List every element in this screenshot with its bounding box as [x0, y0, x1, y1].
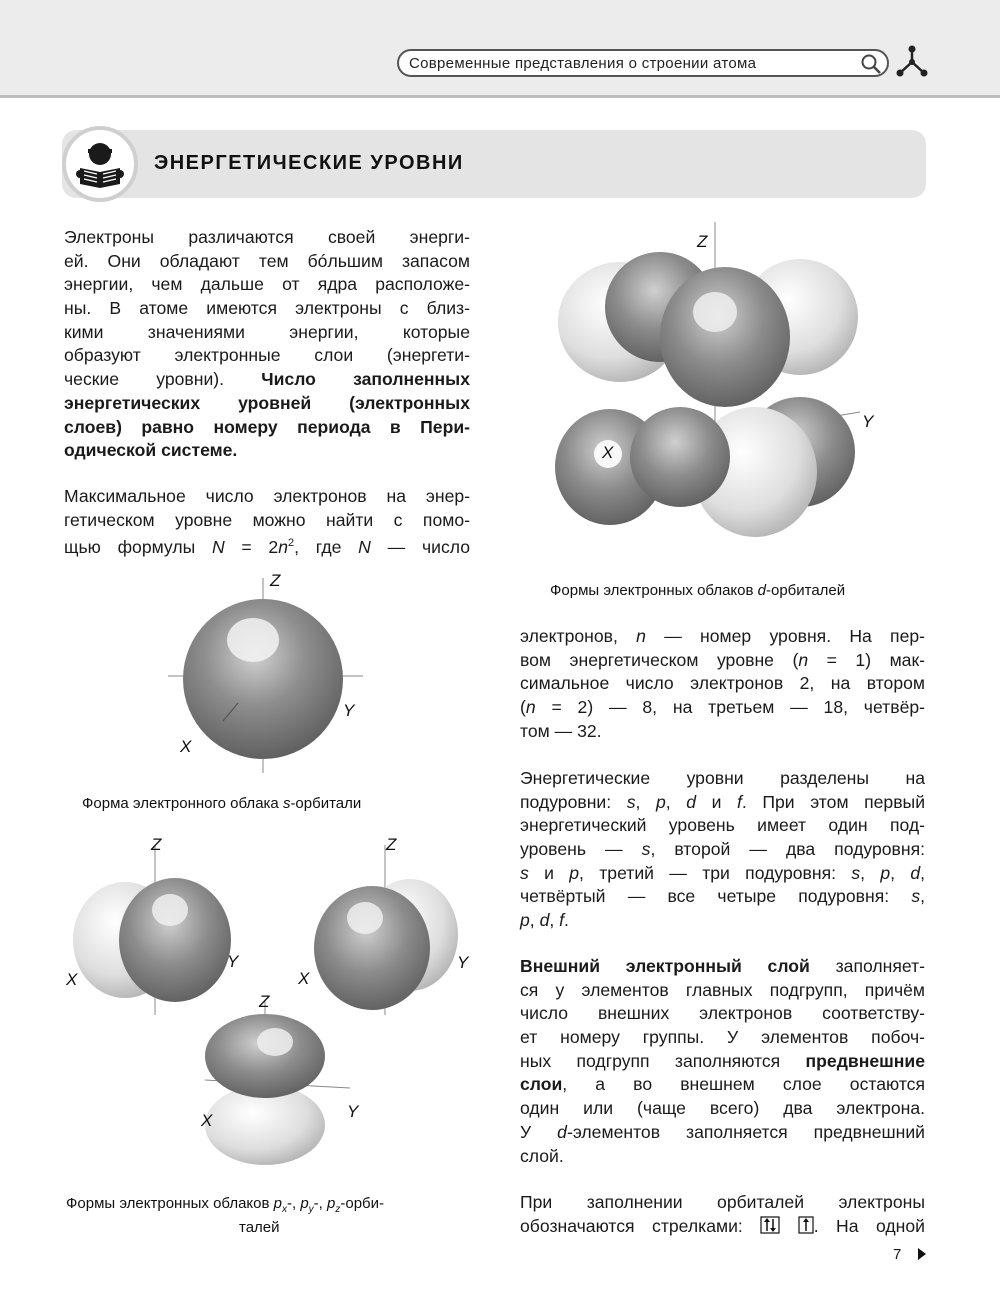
paragraph-arrows — [520, 1191, 925, 1238]
axis-label-z: Z — [697, 232, 708, 251]
text-line: вом энергетическом уровне (n = 1) мак- — [520, 649, 926, 670]
text-line: Максимальное число электронов на энер- — [64, 486, 470, 506]
axis-label-y: Y — [862, 412, 874, 431]
search-icon[interactable] — [859, 52, 883, 76]
single-electron-icon — [798, 1216, 814, 1234]
paragraph-energy-levels — [64, 226, 470, 463]
axis-label-z: Z — [259, 992, 270, 1011]
text-line: Электроны различаются своей энерги- — [64, 227, 470, 247]
axis-label-x: X — [602, 443, 614, 462]
text-line: один или (чаще всего) два электрона. — [520, 1098, 925, 1119]
p-orbitals-caption-line2: талей — [239, 1219, 280, 1236]
next-page-arrow-icon[interactable] — [917, 1247, 927, 1261]
text-line: При заполнении орбиталей электроны — [520, 1192, 925, 1212]
bold-text: энергетических уровней (электронных — [64, 392, 470, 413]
text-line: ет номеру группы. У элементов побоч- — [520, 1027, 925, 1048]
axis-label-x: X — [66, 970, 78, 989]
section-title: ЭНЕРГЕТИЧЕСКИЕ УРОВНИ — [154, 152, 464, 174]
text-line: кими значениями энергии, которые — [64, 321, 470, 342]
s-orbital-caption: Форма электронного облака s-орбитали — [82, 795, 362, 812]
text-line: симальное число электронов 2, на втором — [520, 673, 925, 694]
paragraph-electrons-per-level — [520, 625, 925, 743]
text-line: энергии, чем дальше от ядра расположе- — [64, 274, 470, 295]
formula-line: щью формулы $N = 2n^2$, где N — число — [64, 537, 470, 558]
bold-text: Внешний электронный слой — [520, 956, 810, 976]
axis-label-y: Y — [227, 952, 239, 971]
paragraph-sublevels — [520, 767, 925, 933]
text-line: ся у элементов главных подгрупп, причём — [520, 979, 925, 1000]
paired-electrons-icon — [760, 1216, 780, 1234]
axis-label-z: Z — [151, 835, 162, 854]
text-line: слои, а во внешнем слое остаются — [520, 1074, 925, 1095]
section-banner — [62, 130, 926, 198]
text-line: образуют электронные слои (энергети- — [64, 345, 470, 366]
axis-label-x: X — [180, 737, 192, 756]
search-bar[interactable] — [397, 49, 889, 77]
page-header — [0, 0, 1000, 98]
axis-label-x: X — [201, 1111, 213, 1130]
text-line: Энергетические уровни разделены на — [520, 768, 925, 788]
text-line: s и p, третий — три подуровня: s, p, d, — [520, 862, 926, 883]
text-line: гетическом уровне можно найти с помо- — [64, 509, 470, 530]
text-line: У d-элементов заполняется предвнешний — [520, 1121, 925, 1142]
text-line: четвёртый — все четыре подуровня: s, — [520, 886, 926, 907]
page-number: 7 — [893, 1246, 902, 1263]
axis-label-x: X — [298, 969, 310, 988]
d-orbitals-caption: Формы электронных облаков d-орбиталей — [550, 582, 846, 599]
bold-text: слои — [520, 1074, 563, 1095]
text-line: ных подгрупп заполняются предвнешние — [520, 1050, 925, 1071]
search-text: Современные представления о строении атома — [409, 55, 757, 72]
text-line: ческие уровни). Число заполненных — [64, 369, 470, 390]
text-line: ей. Они обладают тем бóльшим запасом — [64, 250, 470, 271]
text-line: (n = 2) — 8, на третьем — 18, четвёр- — [520, 697, 925, 718]
s-orbital-illustration — [163, 578, 363, 778]
paragraph-outer-layer — [520, 955, 925, 1168]
text-line: обозначаются стрелками: . На одной — [520, 1215, 925, 1236]
bold-text: слоев) равно номеру периода в Пери- — [64, 416, 470, 437]
text-line: уровень — s, второй — два подуровня: — [520, 839, 926, 860]
axis-label-y: Y — [343, 701, 355, 720]
text-line: том — 32. — [520, 720, 602, 741]
text-line: число внешних электронов соответству- — [520, 1003, 925, 1024]
text-line: p, d, f. — [520, 910, 569, 931]
text-line: электронов, n — номер уровня. На пер- — [520, 626, 926, 646]
text-line: ны. В атоме имеются электроны с близ- — [64, 298, 470, 319]
axis-label-y: Y — [347, 1102, 359, 1121]
text-line: подуровни: s, p, d и f. При этом первый — [520, 791, 926, 812]
d-orbital-illustration — [550, 222, 870, 552]
axis-label-z: Z — [270, 571, 281, 590]
bold-text: предвнешние — [805, 1050, 925, 1071]
axis-label-z: Z — [386, 835, 397, 854]
paragraph-max-electrons — [64, 485, 470, 556]
axis-label-y: Y — [457, 953, 469, 972]
pz-orbital-illustration — [180, 990, 380, 1170]
bold-text: одической системе. — [64, 440, 238, 461]
text-line: энергетический уровень имеет один под- — [520, 815, 925, 836]
text-line: Внешний электронный слой заполняет- — [520, 956, 925, 976]
reader-icon-badge — [62, 126, 138, 202]
bold-text: Число заполненных — [261, 369, 470, 390]
reader-icon — [66, 130, 134, 198]
p-orbitals-caption: Формы электронных облаков $p_x-$, $p_y-$, $p_z-орби-$ — [66, 1195, 385, 1215]
molecule-icon — [895, 45, 929, 79]
text-line: слой. — [520, 1145, 564, 1166]
